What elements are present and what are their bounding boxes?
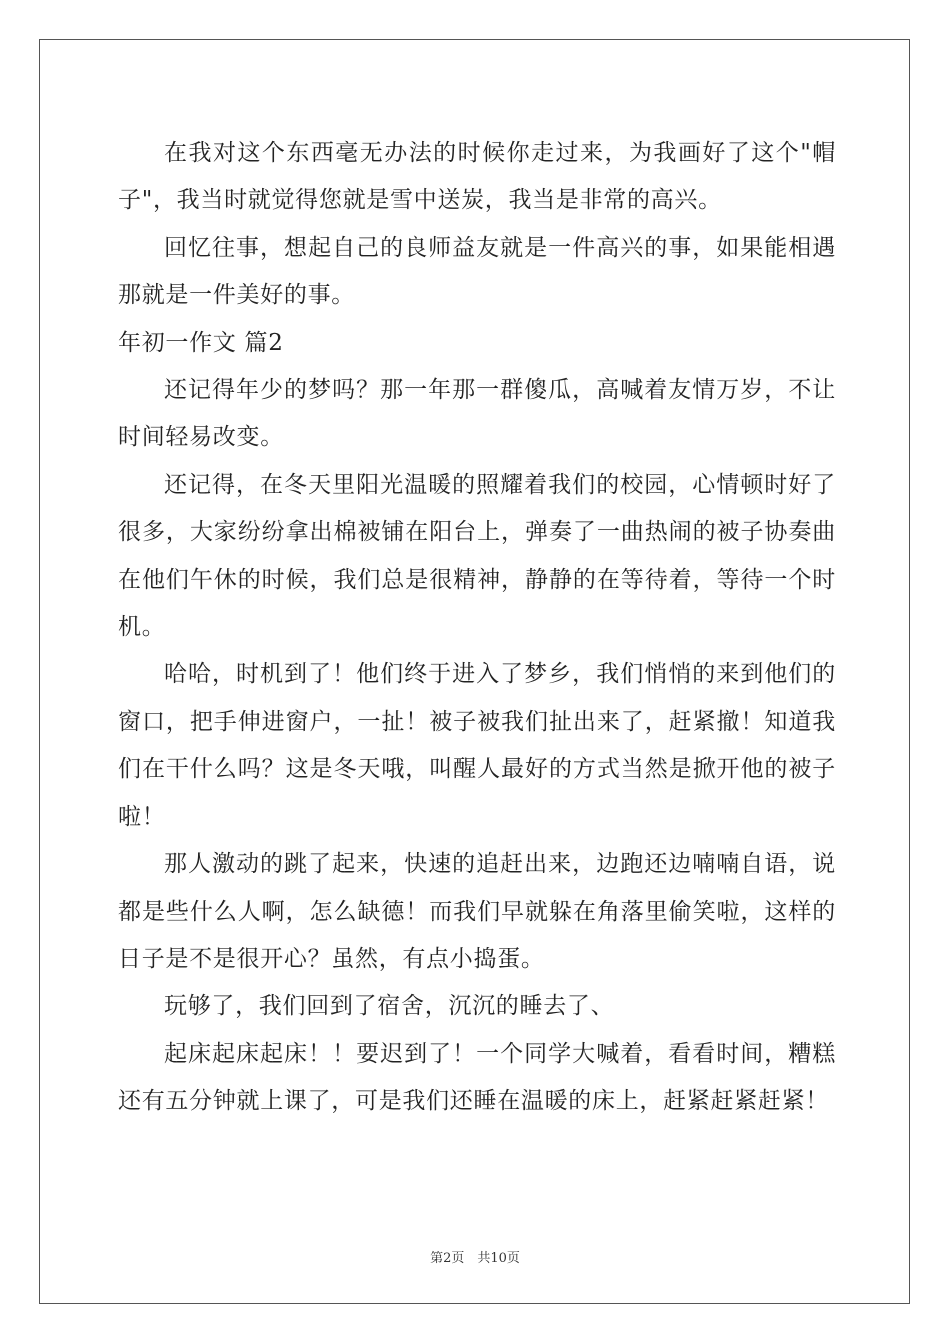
paragraph: 起床起床起床！！要迟到了！一个同学大喊着，看看时间，糟糕还有五分钟就上课了，可是我们还睡在温暖的床上，赶紧赶紧赶紧！ (118, 1040, 836, 1115)
paragraph: 哈哈，时机到了！他们终于进入了梦乡，我们悄悄的来到他们的窗口，把手伸进窗户，一扯！被子被我们扯出来了，赶紧撤！知道我们在干什么吗？这是冬天哦，叫醒人最好的方式当然是掀开他的被子啦！ (118, 661, 836, 830)
section-heading: 年初一作文 篇2 (118, 329, 284, 356)
paragraph: 还记得年少的梦吗？那一年那一群傻瓜，高喊着友情万岁，不让时间轻易改变。 (118, 377, 836, 451)
paragraph: 在我对这个东西毫无办法的时候你走过来，为我画好了这个"帽子"，我当时就觉得您就是雪中送炭，我当是非常的高兴。 (118, 140, 836, 214)
paragraph: 回忆往事，想起自己的良师益友就是一件高兴的事，如果能相遇那就是一件美好的事。 (118, 234, 836, 309)
paragraph: 玩够了，我们回到了宿舍，沉沉的睡去了、 (164, 993, 615, 1020)
document-body (118, 130, 836, 1126)
paragraph: 那人激动的跳了起来，快速的追赶出来，边跑还边喃喃自语，说都是些什么人啊，怎么缺德！而我们早就躲在角落里偷笑啦，这样的日子是不是很开心？虽然，有点小捣蛋。 (118, 851, 836, 972)
paragraph: 还记得，在冬天里阳光温暖的照耀着我们的校园，心情顿时好了很多，大家纷纷拿出棉被铺在阳台上，弹奏了一曲热闹的被子协奏曲在他们午休的时候，我们总是很精神，静静的在等待着，等待一个时机。 (118, 471, 836, 641)
page-footer: 第2页 共10页 (430, 1251, 520, 1266)
